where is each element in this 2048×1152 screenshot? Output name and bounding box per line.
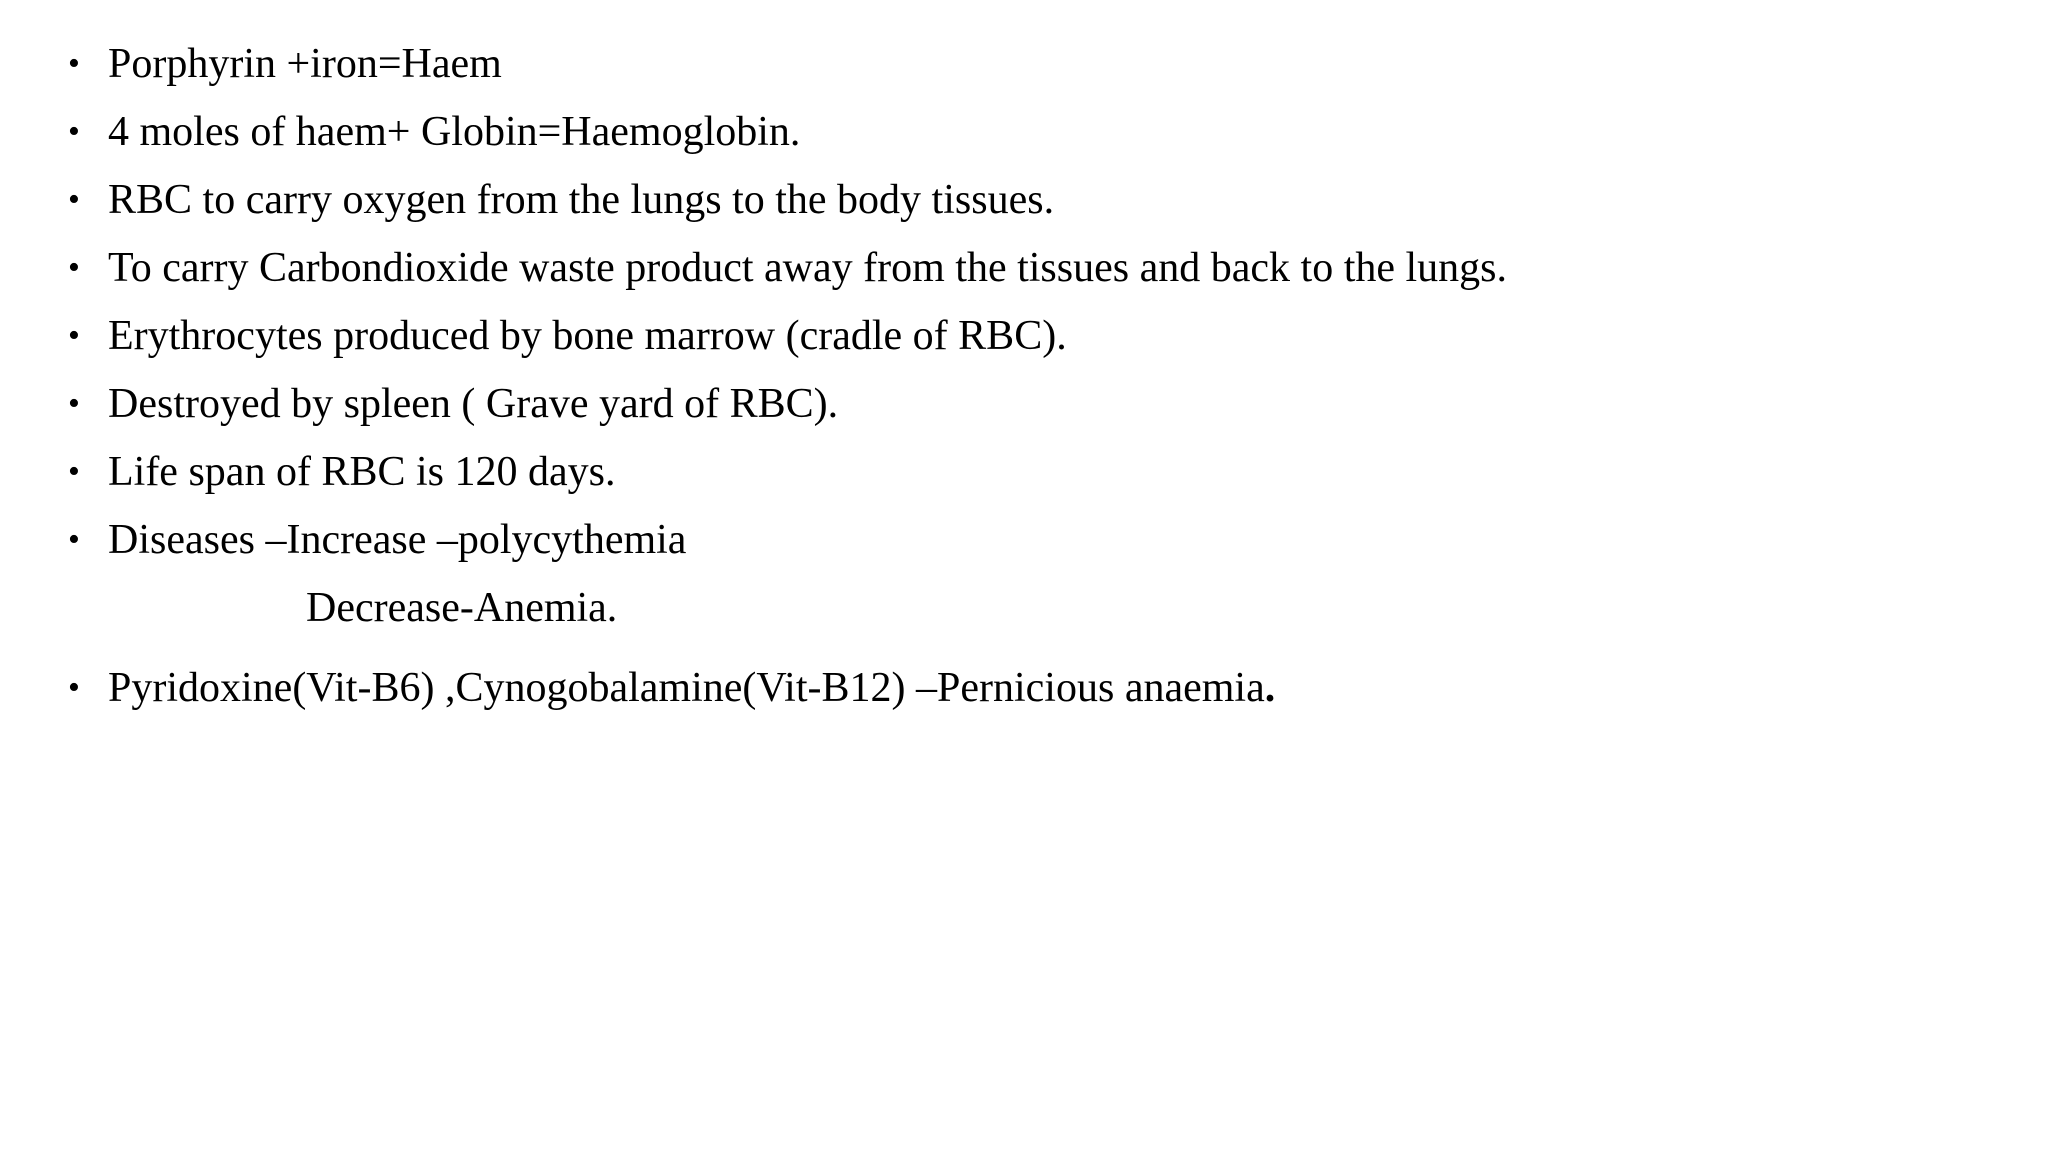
bullet-text: RBC to carry oxygen from the lungs to the body tissues. bbox=[108, 177, 1055, 223]
bullet-dot-icon: • bbox=[68, 181, 80, 218]
bullet-text: To carry Carbondioxide waste product away from the tissues and back to the lungs. bbox=[108, 245, 1508, 291]
bullet-item-diseases bbox=[64, 506, 1507, 574]
bullet-dot-icon: • bbox=[68, 385, 80, 422]
bullet-list bbox=[64, 30, 1507, 722]
bullet-item-oxygen bbox=[64, 166, 1507, 234]
bullet-dot-icon: • bbox=[68, 521, 80, 558]
bullet-item-haem bbox=[64, 30, 1507, 98]
bullet-item-erythrocytes bbox=[64, 302, 1507, 370]
bullet-text: 4 moles of haem+ Globin=Haemoglobin. bbox=[108, 109, 801, 155]
bullet-dot-icon: • bbox=[68, 249, 80, 286]
bullet-item-spleen bbox=[64, 370, 1507, 438]
bullet-item-lifespan bbox=[64, 438, 1507, 506]
bullet-dot-icon: • bbox=[68, 317, 80, 354]
bullet-text: Life span of RBC is 120 days. bbox=[108, 449, 616, 495]
diseases-sub-line bbox=[64, 574, 1507, 642]
bullet-text-end: . bbox=[1264, 665, 1276, 711]
bullet-dot-icon: • bbox=[68, 113, 80, 150]
bullet-text: Destroyed by spleen ( Grave yard of RBC). bbox=[108, 381, 839, 427]
bullet-text: Erythrocytes produced by bone marrow (cradle of RBC). bbox=[108, 313, 1067, 359]
sub-line-text: Decrease-Anemia. bbox=[306, 585, 618, 631]
bullet-dot-icon: • bbox=[68, 45, 80, 82]
bullet-text: Pyridoxine(Vit-B6) ,Cynogobalamine(Vit-B12) –Pernicious anaemia bbox=[108, 665, 1265, 711]
bullet-dot-icon: • bbox=[68, 669, 80, 706]
bullet-text: Diseases –Increase –polycythemia bbox=[108, 517, 687, 563]
bullet-item-haemoglobin bbox=[64, 98, 1507, 166]
bullet-text: Porphyrin +iron=Haem bbox=[108, 41, 502, 87]
bullet-dot-icon: • bbox=[68, 453, 80, 490]
bullet-item-carbondioxide bbox=[64, 234, 1507, 302]
bullet-item-vitamins bbox=[64, 654, 1507, 722]
